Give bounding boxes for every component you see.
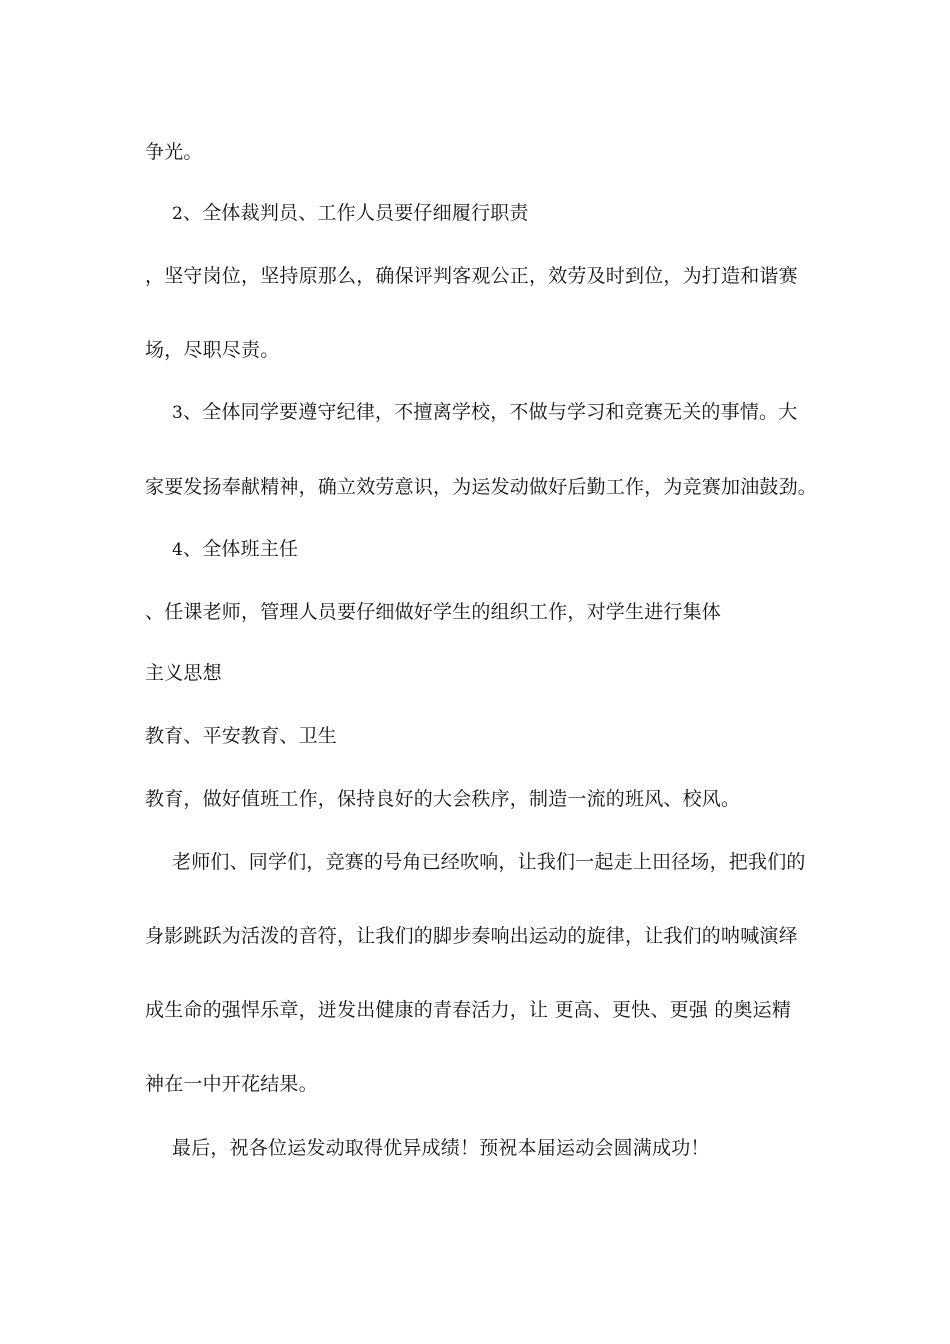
paragraph-line: [145, 600, 721, 624]
paragraph-line: [145, 140, 203, 164]
text-fragment: 家要发扬奉献精神，确立效劳意识，为运发动做好后勤工作，为竞赛加油鼓劲。: [145, 476, 818, 498]
text-fragment: 身影跳跃为活泼的音符，让我们的脚步奏响出运动的旋律，让我们的呐喊演绎: [145, 925, 798, 947]
paragraph-line: [145, 924, 798, 948]
paragraph-line: [145, 475, 817, 499]
item-number: 2: [172, 204, 184, 224]
paragraph-line: [172, 1136, 710, 1160]
text-fragment: ，坚守岗位，坚持原那么，确保评判客观公正，效劳及时到位，为打造和谐赛: [145, 265, 798, 287]
paragraph-line: [172, 850, 806, 874]
paragraph-line: [145, 264, 798, 288]
text-fragment: 神在一中开花结果。: [145, 1073, 318, 1095]
paragraph-line: [145, 338, 279, 362]
paragraph-line: [145, 724, 337, 748]
text-fragment: 教育，做好值班工作，保持良好的大会秩序，制造一流的班风、校风。: [145, 788, 741, 810]
text-fragment: 成生命的强悍乐章，迸发出健康的青春活力，让 更高、更快、更强 的奥运精: [145, 999, 792, 1021]
list-item-3: [172, 400, 797, 425]
text-fragment: 老师们、同学们，竞赛的号角已经吹响，让我们一起走上田径场，把我们的: [172, 851, 806, 873]
text-fragment: 、全体裁判员、工作人员要仔细履行职责: [183, 202, 529, 224]
text-fragment: 主义思想: [145, 662, 222, 684]
text-fragment: 、全体班主任: [183, 538, 299, 560]
paragraph-line: [145, 787, 740, 811]
text-fragment: 最后，祝各位运发动取得优异成绩！预祝本届运动会圆满成功！: [172, 1137, 710, 1159]
text-fragment: 、全体同学要遵守纪律，不擅离学校，不做与学习和竞赛无关的事情。大: [183, 401, 798, 423]
list-item-4: [172, 537, 298, 562]
text-fragment: 教育、平安教育、卫生: [145, 725, 338, 747]
item-number: 4: [172, 540, 184, 560]
list-item-2: [172, 201, 529, 226]
text-fragment: 场，尽职尽责。: [145, 339, 280, 361]
paragraph-line: [145, 998, 791, 1022]
text-fragment: 、任课老师，管理人员要仔细做好学生的组织工作，对学生进行集体: [145, 601, 722, 623]
item-number: 3: [172, 403, 184, 423]
paragraph-line: [145, 1072, 318, 1096]
text-fragment: 争光。: [145, 141, 203, 163]
paragraph-line: [145, 661, 222, 685]
